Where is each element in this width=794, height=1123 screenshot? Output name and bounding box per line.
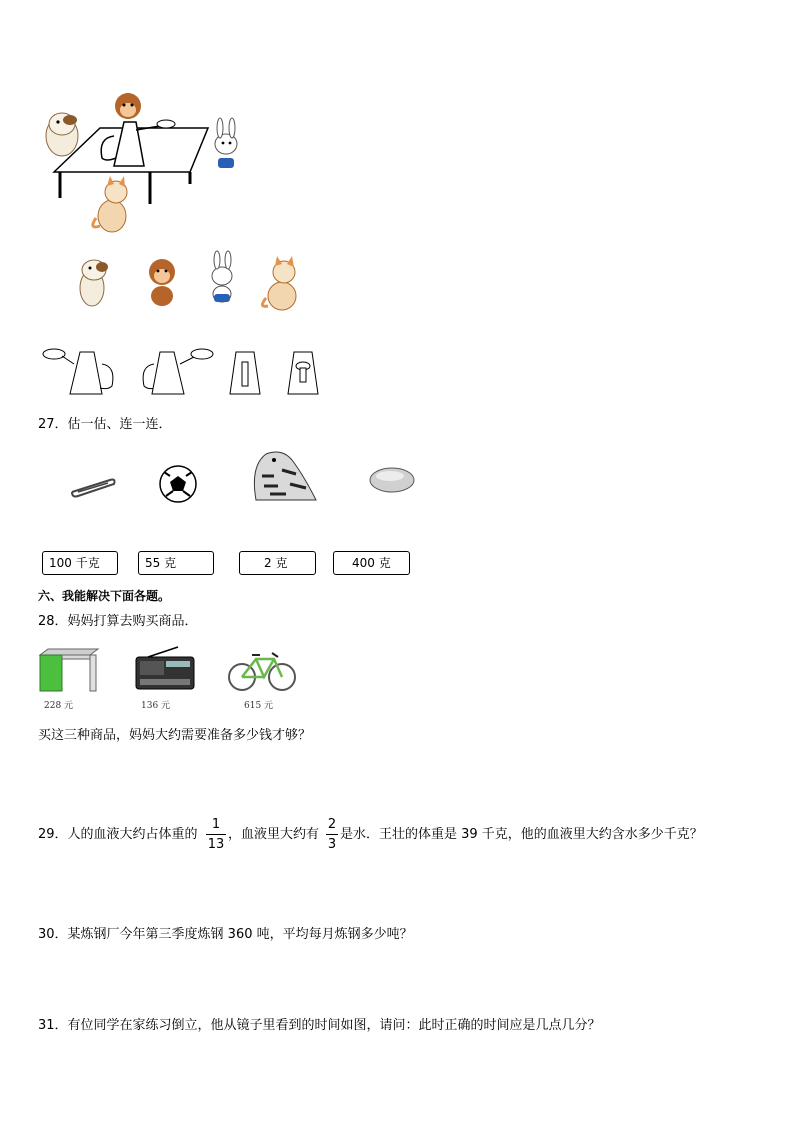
tiger-icon: [254, 452, 316, 500]
weight-option-400g[interactable]: 400 克: [333, 551, 410, 575]
fraction-two-thirds: [326, 816, 338, 853]
watering-can-side-left-icon: [43, 349, 113, 394]
q28-question: 买这三种商品，妈妈大约需要准备多少钱才够？: [38, 728, 312, 743]
q29-text-part3: 是水．王壮的体重是 39 千克，他的血液里大约含水多少千克？: [340, 827, 703, 842]
cat-icon: [262, 256, 296, 310]
watering-can-back-icon: [288, 352, 318, 394]
weight-option-100kg[interactable]: 100 千克: [42, 551, 118, 575]
monkey-icon: [149, 259, 175, 306]
watering-can-views: [40, 346, 330, 398]
animals-row: [70, 252, 310, 314]
q31-text: 31．有位同学在家练习倒立，他从镜子里看到的时间如图，请问：此时正确的时间应是几点几分？: [38, 1018, 601, 1033]
fraction-numerator: 2: [327, 817, 337, 832]
monkey-icon: [115, 93, 141, 119]
desk-icon: [40, 649, 98, 691]
bicycle-icon: [229, 653, 295, 690]
radio-icon: [136, 647, 194, 689]
rabbit-icon: [212, 251, 232, 302]
fraction-denominator: 3: [327, 837, 337, 852]
fraction-bar: [326, 834, 338, 835]
q28-products: [38, 645, 300, 695]
bowl-icon: [370, 468, 414, 492]
watering-can-front-icon: [230, 352, 260, 394]
soccer-ball-icon: [160, 466, 196, 502]
radio-price: 136 元: [141, 701, 171, 711]
table-scene-illustration: [40, 88, 260, 238]
fraction-denominator: 13: [207, 837, 225, 852]
q29-text-part1: 29．人的血液大约占体重的: [38, 827, 198, 842]
fraction-numerator: 1: [211, 817, 221, 832]
weight-option-2g[interactable]: 2 克: [239, 551, 316, 575]
q27-prompt: 27．估一估、连一连．: [38, 417, 172, 432]
fraction-one-thirteenth: [206, 816, 226, 853]
q28-prompt: 28．妈妈打算去购买商品．: [38, 614, 198, 629]
watering-can-side-right-icon: [143, 349, 213, 394]
q29-text-part2: ，血液里大约有: [228, 827, 320, 842]
dog-icon: [80, 260, 108, 306]
fraction-bar: [206, 834, 226, 835]
bicycle-price: 615 元: [244, 701, 274, 711]
desk-price: 228 元: [44, 701, 74, 711]
dog-icon: [46, 113, 78, 156]
section-6-heading: 六、我能解决下面各题。: [38, 589, 171, 603]
q27-objects: [60, 446, 420, 502]
weight-option-55g[interactable]: 55 克: [138, 551, 214, 575]
rabbit-icon: [215, 118, 237, 168]
q30-text: 30．某炼钢厂今年第三季度炼钢 360 吨，平均每月炼钢多少吨？: [38, 927, 413, 942]
paperclip-icon: [72, 480, 115, 497]
cat-icon: [93, 176, 127, 232]
